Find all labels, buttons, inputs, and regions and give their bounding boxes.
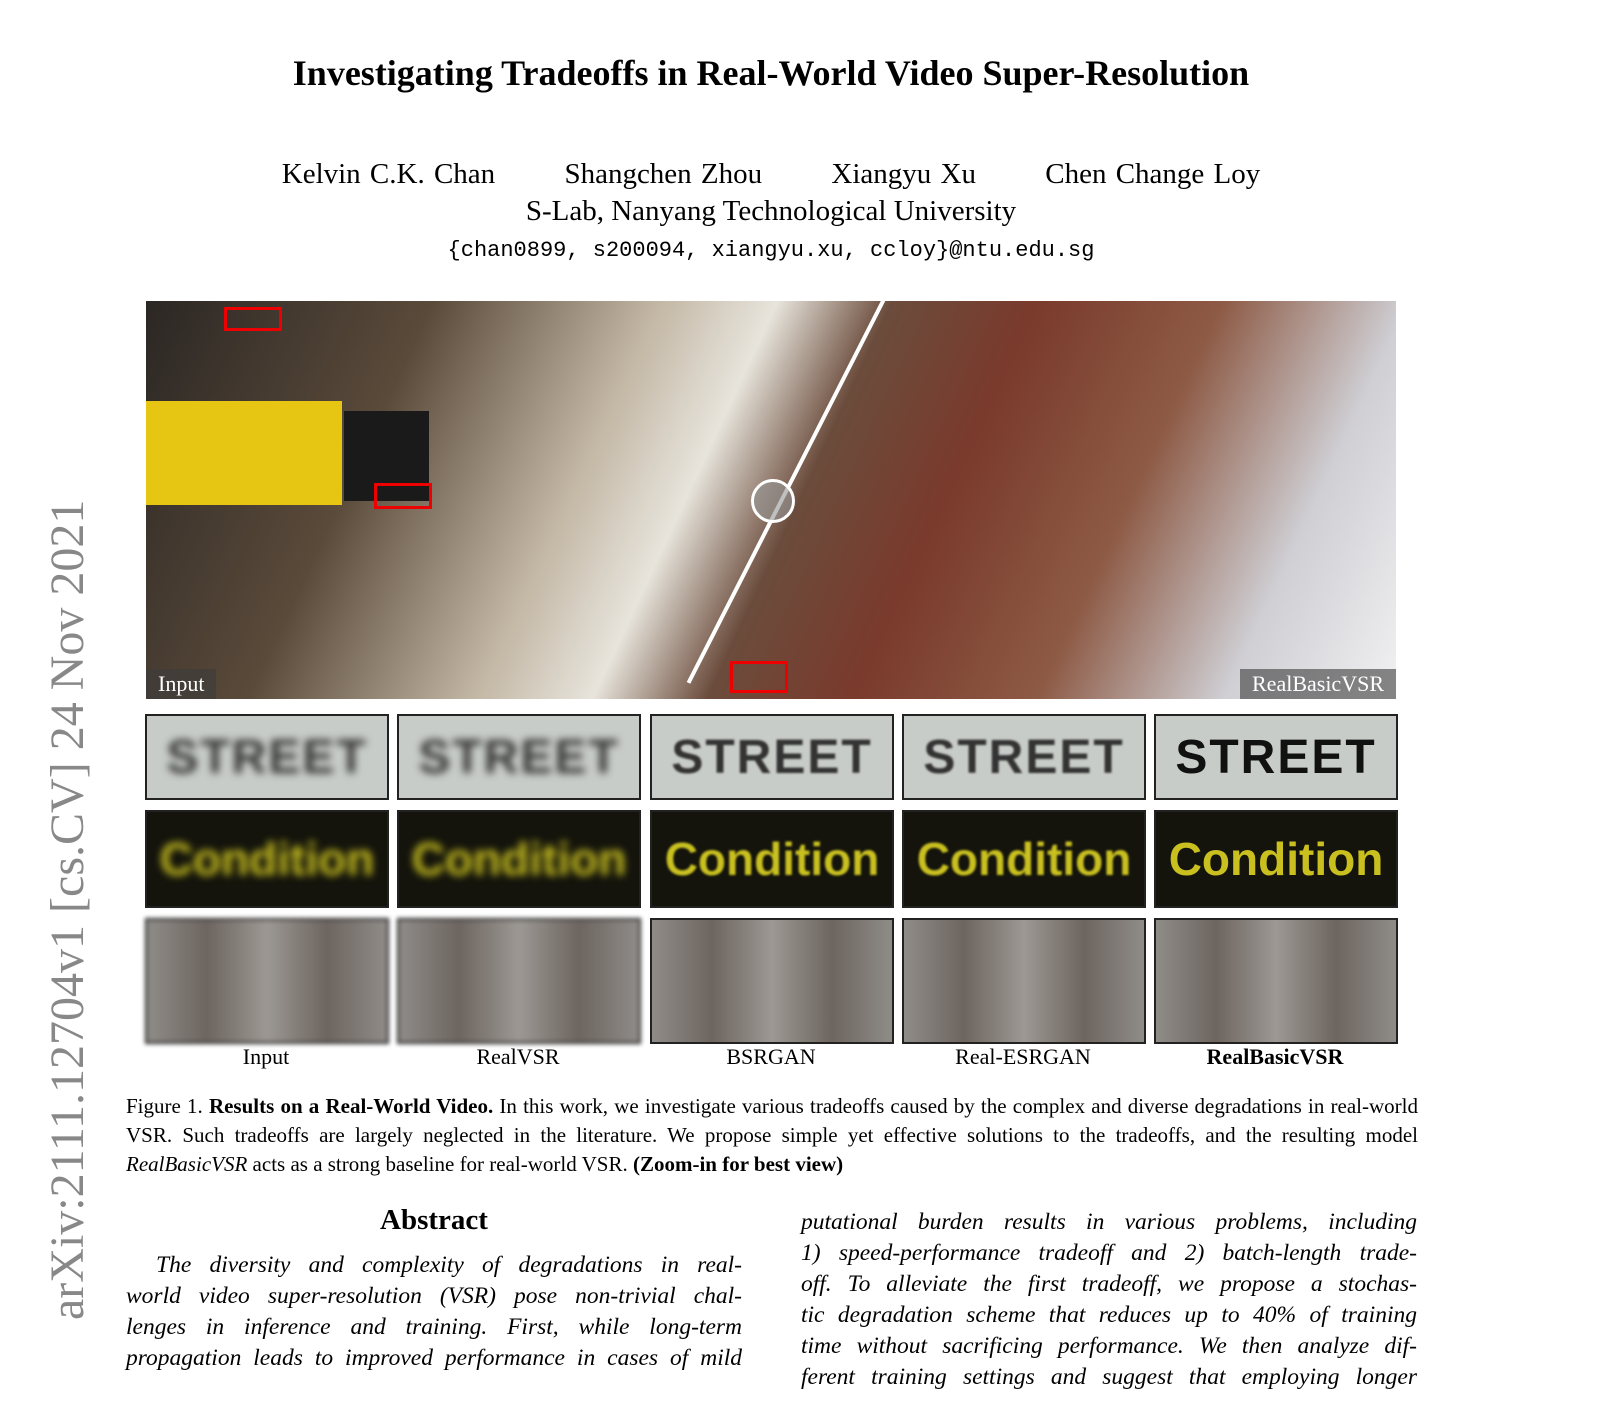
arxiv-stamp: arXiv:2111.12704v1 [cs.CV] 24 Nov 2021 [41, 499, 94, 1320]
text-line: time without sacrificing performance. We then analyze dif- [801, 1333, 1417, 1359]
caption-title: Results on a Real-World Video. [208, 1094, 494, 1118]
caption-text: In this work, we investigate various tradeoffs caused by the complex and diverse degradations in real-world VSR. Such tradeoffs are largely neglected in the literature. We propose simple yet effective solutions to the tradeoffs, and the resulting model [126, 1094, 1419, 1147]
abstract-right-column [801, 1207, 1417, 1393]
caption-note: (Zoom-in for best view) [632, 1152, 844, 1176]
text-line: tic degradation scheme that reduces up to 40% of training [801, 1302, 1417, 1328]
method-label: Input [242, 1044, 290, 1069]
crop-condition: Condition [411, 833, 627, 885]
crop-feet [145, 918, 389, 1044]
text-line: world video super-resolution (VSR) pose non-trivial chal- [126, 1283, 742, 1309]
author: Kelvin C.K. Chan [281, 158, 496, 190]
figure-caption [126, 1092, 1418, 1179]
author: Xiangyu Xu [831, 158, 976, 190]
highlight-box-street [224, 307, 282, 331]
method-label: RealBasicVSR [1206, 1044, 1344, 1069]
crop-street: STREET [418, 730, 620, 784]
crop-street: STREET [1175, 730, 1377, 784]
highlight-box-feet [730, 661, 788, 693]
input-label: Input [146, 669, 216, 699]
crop-feet [1154, 918, 1398, 1044]
crop-street: STREET [923, 730, 1125, 784]
crop-feet [397, 918, 641, 1044]
output-label: RealBasicVSR [1240, 669, 1396, 699]
method-label: BSRGAN [726, 1044, 816, 1069]
crop-street: STREET [166, 730, 368, 784]
text-line: propagation leads to improved performance in cases of mild [126, 1345, 742, 1371]
crop-street: STREET [671, 730, 873, 784]
crop-condition: Condition [916, 833, 1132, 885]
author: Shangchen Zhou [564, 158, 763, 190]
method-label: Real-ESRGAN [955, 1044, 1091, 1069]
caption-text: acts as a strong baseline for real-world VSR. [247, 1152, 633, 1176]
method-label: RealVSR [476, 1044, 560, 1069]
text-line: ferent training settings and suggest that employing longer [801, 1364, 1417, 1390]
text-line: lenges in inference and training. First, while long-term [126, 1314, 742, 1340]
crop-condition: Condition [664, 833, 880, 885]
comparison-image [146, 301, 1396, 699]
yellow-sign [146, 401, 342, 505]
crop-feet [650, 918, 894, 1044]
crop-feet [902, 918, 1146, 1044]
paper-title: Investigating Tradeoffs in Real-World Video Super-Resolution [292, 53, 1250, 93]
abstract-left-column [126, 1250, 742, 1374]
text-line: putational burden results in various problems, including [801, 1209, 1417, 1235]
caption-model-name: RealBasicVSR [126, 1152, 248, 1176]
abstract-heading: Abstract [380, 1204, 488, 1236]
split-handle [751, 479, 795, 523]
text-line: 1) speed-performance tradeoff and 2) batch-length trade- [801, 1240, 1417, 1266]
crop-condition: Condition [159, 833, 375, 885]
text-line: off. To alleviate the first tradeoff, we propose a stochas- [801, 1271, 1417, 1297]
author: Chen Change Loy [1045, 158, 1261, 190]
affiliation: S-Lab, Nanyang Technological University [525, 195, 1017, 227]
crop-condition: Condition [1168, 833, 1384, 885]
highlight-box-condition [374, 483, 432, 509]
author-list [0, 158, 1542, 191]
author-emails: {chan0899, s200094, xiangyu.xu, ccloy}@ntu.edu.sg [447, 238, 1095, 263]
caption-prefix: Figure 1. [126, 1094, 209, 1118]
text-line: The diversity and complexity of degradations in real- [156, 1252, 742, 1278]
